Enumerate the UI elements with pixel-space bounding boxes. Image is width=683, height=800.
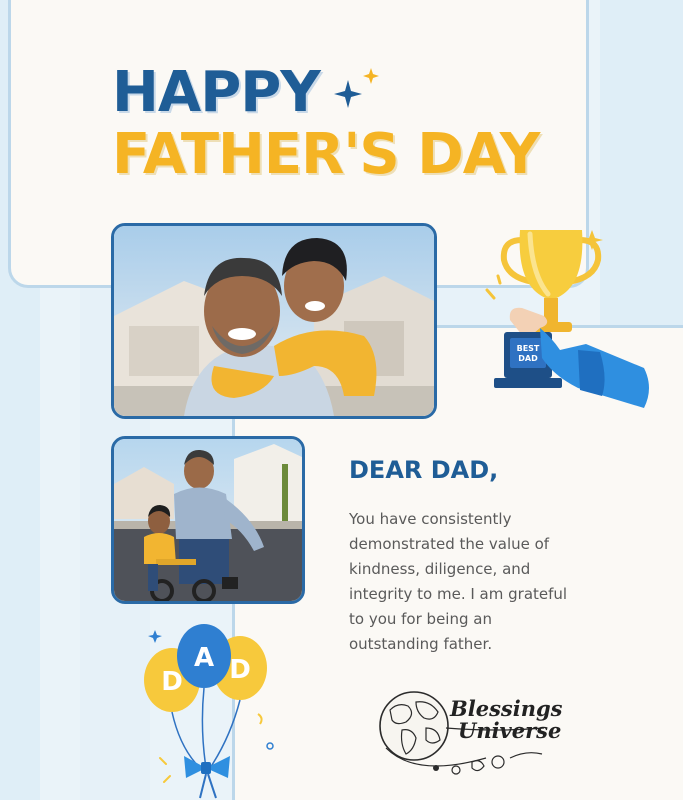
- photo-father-son-bicycle: [111, 436, 305, 604]
- title-happy: HAPPY: [112, 60, 320, 125]
- brand-line-2: Universe: [458, 718, 562, 743]
- photo-father-son-piggyback: [111, 223, 437, 419]
- brand-logo: [376, 688, 563, 788]
- letter-heading: DEAR DAD,: [349, 456, 499, 484]
- balloon-cluster: [140, 618, 280, 800]
- brand-line-1: Blessings: [450, 696, 563, 721]
- letter-message: You have consistently demonstrated the value of kindness, diligence, and integrity to me. I am grateful to you for being an outstanding father.: [349, 510, 568, 653]
- title-fathers-day: FATHER'S DAY: [112, 122, 540, 187]
- bow-icon: [184, 756, 230, 798]
- balloon-letter-2: A: [193, 643, 215, 673]
- trophy-label-dad: DAD: [518, 354, 538, 363]
- balloon-letter-3: D: [229, 655, 251, 685]
- balloon-letter-1: D: [161, 667, 183, 697]
- trophy-label-best: BEST: [516, 344, 540, 353]
- trophy-icon: [482, 220, 657, 425]
- brand-logo-text: [450, 698, 563, 742]
- sparkle-icon: [334, 66, 384, 110]
